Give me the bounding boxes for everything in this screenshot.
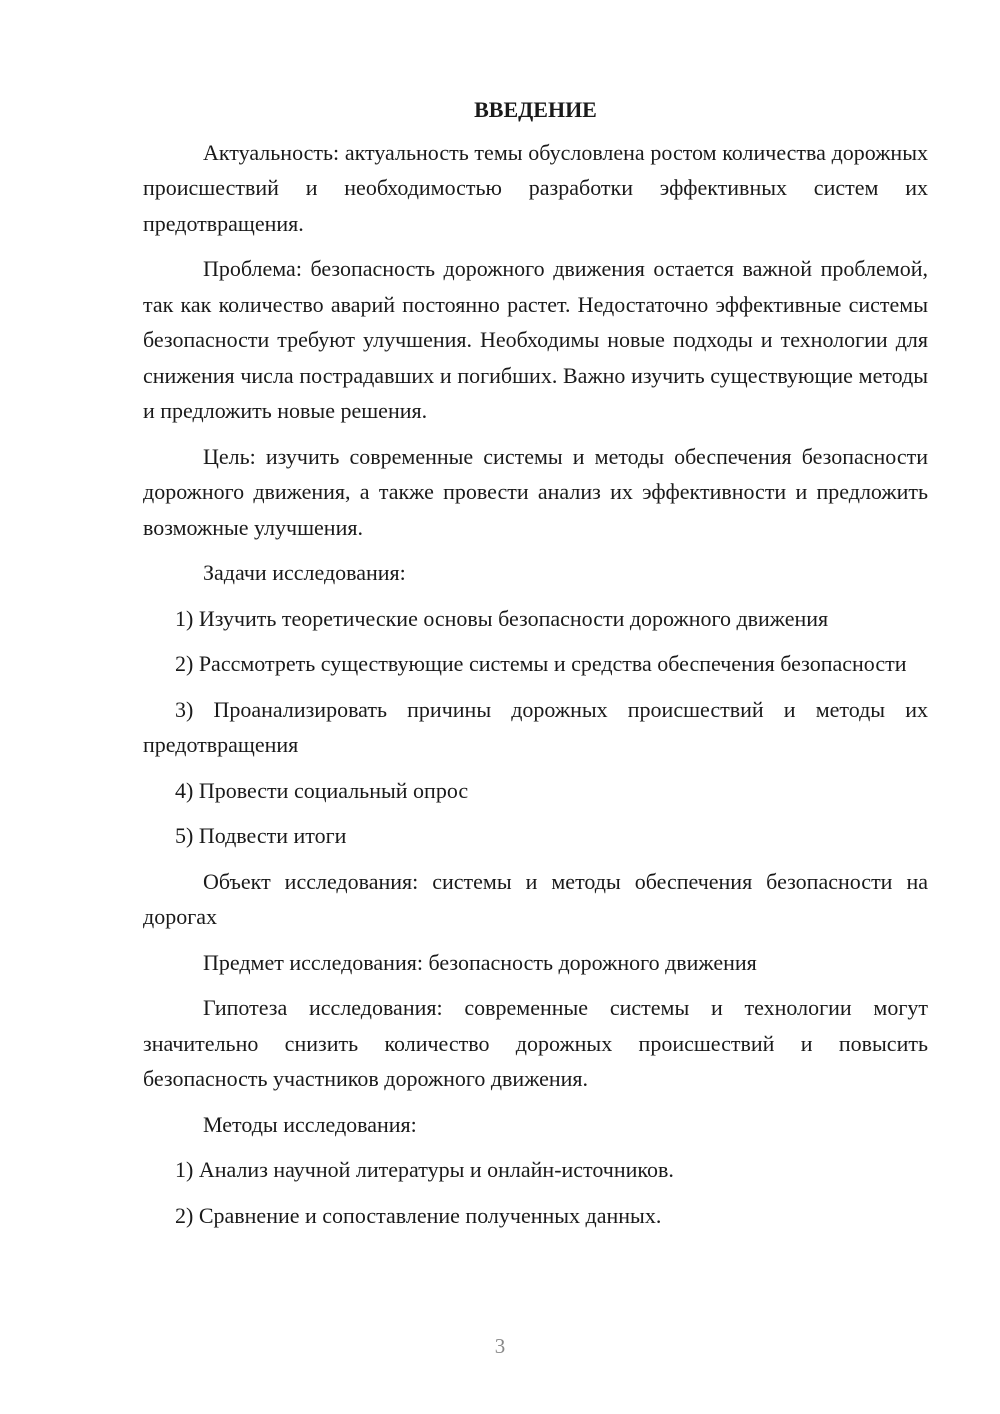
list-item: 1) Анализ научной литературы и онлайн-источников.	[175, 1157, 674, 1182]
problem-paragraph: Проблема: безопасность дорожного движения остается важной проблемой, так как количество аварий постоянно растет. Недостаточно эффективные системы безопасности требуют улучшения. Необходимы новые подходы и технологии для снижения числа пострадавших и погибших. Важно изучить существующие методы и предложить новые решения.	[143, 256, 928, 423]
subject-paragraph: Предмет исследования: безопасность дорожного движения	[203, 949, 757, 975]
list-item: 1) Изучить теоретические основы безопасности дорожного движения	[175, 605, 829, 631]
document-page	[143, 92, 928, 1243]
list-item: 3) Проанализировать причины дорожных происшествий и методы их предотвращения	[143, 696, 928, 757]
list-item: 4) Провести социальный опрос	[175, 777, 469, 803]
methods-heading: Методы исследования:	[203, 1111, 417, 1137]
relevance-paragraph: Актуальность: актуальность темы обусловлена ростом количества дорожных происшествий и необходимостью разработки эффективных систем их предотвращения.	[143, 139, 928, 236]
tasks-heading: Задачи исследования:	[203, 560, 406, 585]
page-number: 3	[494, 1334, 506, 1358]
list-item: 5) Подвести итоги	[175, 823, 347, 848]
object-paragraph: Объект исследования: системы и методы обеспечения безопасности на дорогах	[143, 868, 928, 929]
list-item: 2) Сравнение и сопоставление полученных данных.	[175, 1202, 662, 1228]
hypothesis-paragraph: Гипотеза исследования: современные системы и технологии могут значительно снизить количество дорожных происшествий и повысить безопасность участников дорожного движения.	[143, 995, 928, 1091]
list-item: 2) Рассмотреть существующие системы и средства обеспечения безопасности	[175, 651, 907, 676]
page-title: ВВЕДЕНИЕ	[474, 97, 597, 122]
goal-paragraph: Цель: изучить современные системы и методы обеспечения безопасности дорожного движения, а также провести анализ их эффективности и предложить возможные улучшения.	[143, 443, 928, 540]
